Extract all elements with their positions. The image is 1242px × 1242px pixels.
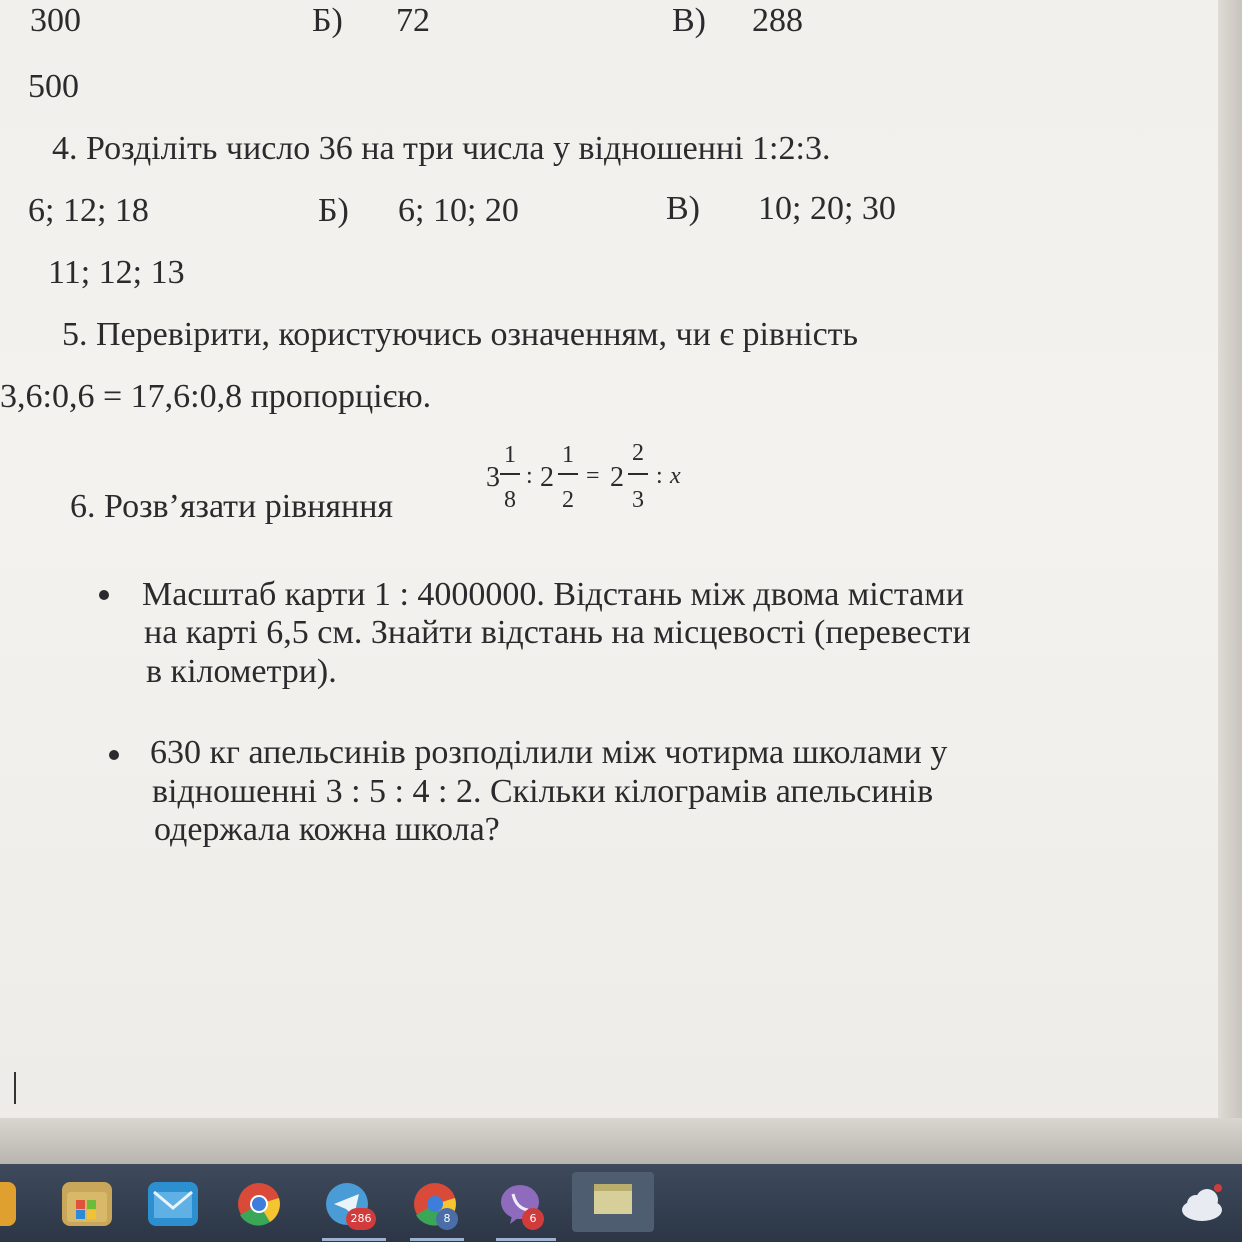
eq-op-2: : — [656, 463, 663, 489]
active-indicator — [496, 1238, 556, 1241]
active-indicator — [410, 1238, 464, 1241]
mail-icon[interactable] — [148, 1182, 198, 1226]
question-4: 4. Розділіть число 36 на три числа у відношенні 1:2:3. — [52, 130, 831, 167]
telegram-icon[interactable] — [322, 1182, 372, 1226]
monitor-edge — [1218, 0, 1242, 1118]
store-icon[interactable] — [62, 1182, 112, 1226]
q4-option-b: 6; 10; 20 — [398, 192, 519, 229]
active-window-tile[interactable] — [572, 1172, 654, 1232]
viber-icon[interactable] — [496, 1182, 546, 1226]
eq-den-1: 8 — [504, 487, 516, 513]
eq-den-2: 2 — [562, 487, 574, 513]
eq-whole-3: 2 — [610, 462, 624, 493]
eq-whole-1: 3 — [486, 462, 500, 493]
store-glyph — [62, 1182, 112, 1226]
task-2-line-2: відношенні 3 : 5 : 4 : 2. Скільки кілограмів апельсинів — [152, 773, 934, 810]
chrome-icon[interactable] — [234, 1182, 284, 1226]
eq-num-2: 1 — [562, 442, 574, 468]
window-icon — [572, 1172, 654, 1232]
option-c-label-top: В) — [672, 2, 706, 39]
fraction-bar — [500, 473, 520, 475]
chrome-profile-icon[interactable] — [410, 1182, 460, 1226]
app-icon[interactable] — [0, 1182, 16, 1226]
answer-b-top: 72 — [396, 2, 430, 39]
bullet-point — [99, 590, 109, 600]
question-6: 6. Розв’язати рівняння — [70, 488, 394, 525]
q4-option-c-label: В) — [666, 190, 700, 227]
eq-op-1: : — [526, 463, 533, 489]
envelope-glyph — [148, 1182, 198, 1226]
question-5-line-2: 3,6:0,6 = 17,6:0,8 пропорцією. — [0, 378, 432, 415]
eq-num-3: 2 — [632, 440, 644, 466]
eq-whole-2: 2 — [540, 462, 554, 493]
task-1-line-2: на карті 6,5 см. Знайти відстань на місцевості (перевести — [144, 614, 971, 651]
answer-d-top: 500 — [28, 68, 79, 105]
task-1-line-1: Масштаб карти 1 : 4000000. Відстань між двома містами — [142, 576, 964, 613]
unread-badge: 286 — [346, 1208, 376, 1230]
question-5-line-1: 5. Перевірити, користуючись означенням, чи є рівність — [62, 316, 859, 353]
cloud-icon[interactable] — [1180, 1182, 1226, 1226]
taskbar — [0, 1164, 1242, 1242]
answer-c-top: 288 — [752, 2, 803, 39]
monitor-bezel — [0, 1118, 1242, 1164]
cloud-glyph — [1180, 1182, 1226, 1226]
eq-den-3: 3 — [632, 487, 644, 513]
q4-option-b-label: Б) — [318, 192, 349, 229]
active-indicator — [322, 1238, 386, 1241]
eq-num-1: 1 — [504, 442, 516, 468]
answer-a-top: 300 — [30, 2, 81, 39]
q4-option-d: 11; 12; 13 — [48, 254, 185, 291]
task-1-line-3: в кілометри). — [146, 653, 337, 690]
chrome-glyph — [234, 1182, 284, 1226]
fraction-bar — [558, 473, 578, 475]
task-2-line-1: 630 кг апельсинів розподілили між чотирма школами у — [150, 734, 948, 771]
eq-variable: x — [670, 463, 681, 489]
q4-option-a: 6; 12; 18 — [28, 192, 149, 229]
unread-badge: 6 — [522, 1208, 544, 1230]
bullet-point — [109, 750, 119, 760]
q4-option-c: 10; 20; 30 — [758, 190, 896, 227]
fraction-bar — [628, 473, 648, 475]
eq-equals: = — [586, 463, 600, 489]
text-cursor — [14, 1072, 16, 1104]
profile-badge: 8 — [436, 1208, 458, 1230]
task-2-line-3: одержала кожна школа? — [154, 811, 500, 848]
option-b-label-top: Б) — [312, 2, 343, 39]
